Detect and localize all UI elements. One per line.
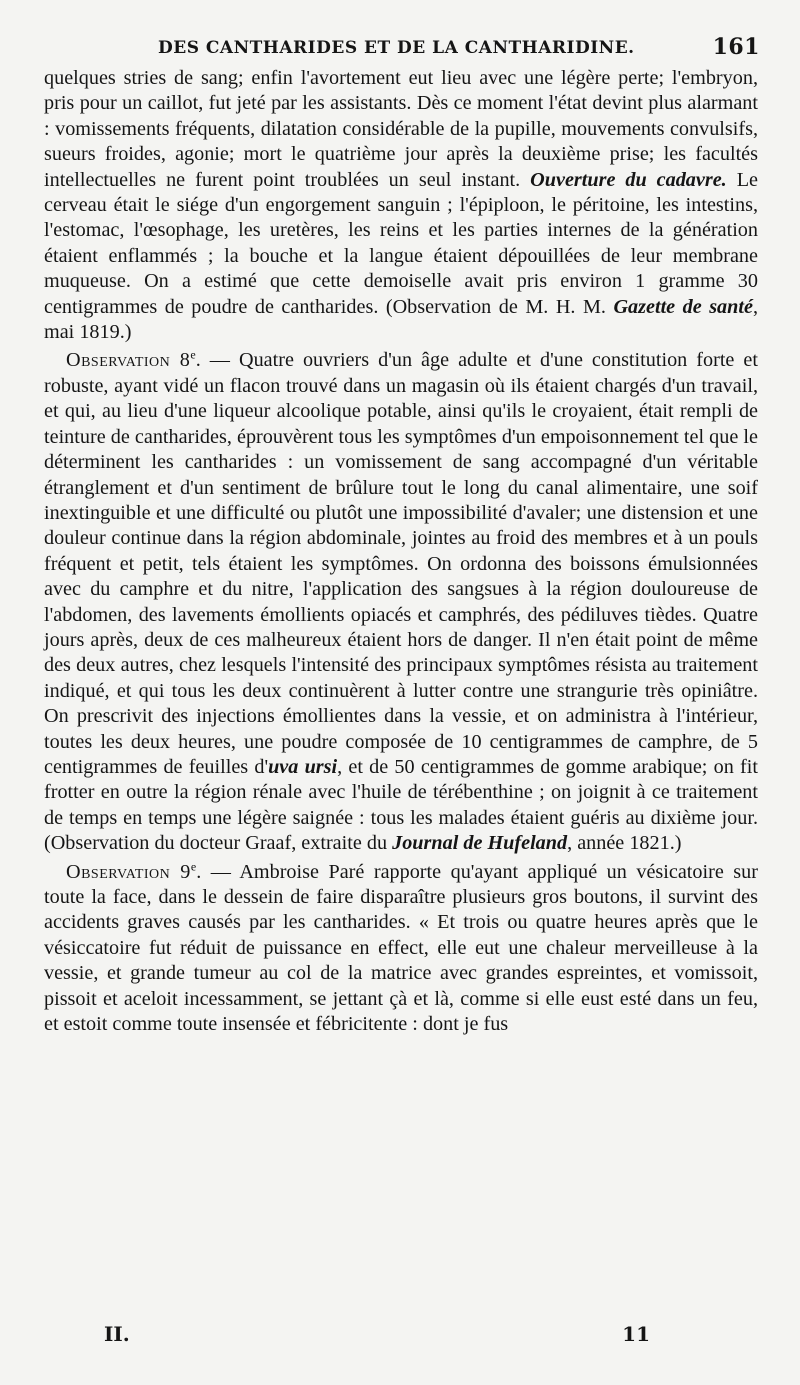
- observation-label: Observation 9: [66, 860, 191, 883]
- text-run: , et de 50 centigrammes de gomme arabique; on fit frotter en outre la région rénale avec l'huile de térébenthine ; on joignit à ce traitement de temps en temps une légère saignée : tous les malades étaient guéris au dixième jour. (Observation du docteur Graaf, extraite du: [44, 755, 758, 855]
- text-run: Le cerveau était le siége d'un engorgement sanguin ; l'épiploon, le péritoine, les intestins, l'estomac, l'œsophage, les uretères, les reins et les parties internes de la génération étaient enflammés ; la bouche et la langue étaient dépouillées de leur membrane muqueuse. On a estimé que cette demoiselle avait pris environ 1 gramme 30 centigrammes de poudre de cantharides. (Observation de M. H. M.: [44, 168, 758, 318]
- paragraph-observation-9: [44, 860, 758, 1038]
- ordinal-suffix: e: [190, 347, 196, 362]
- paragraph-observation-8: [44, 348, 758, 856]
- text-run: . — Ambroise Paré rapporte qu'ayant appliqué un vésicatoire sur toute la face, dans le dessein de faire disparaître plusieurs gros boutons, il survint des accidents graves causés par les cantharides. « Et trois ou quatre heures après que le vésiccatoire fut réduit de puissance en effect, elle eut une chaleur merveilleuse à la vessie, et grande tumeur au col de la matrice avec grandes espreintes, et vomissoit, pissoit et aceloit incessamment, se jettant çà et là, comme si elle eust esté dans un feu, et estoit comme toute insensée et fébricitente : dont je fus: [44, 860, 758, 1036]
- ordinal-suffix: e: [190, 858, 197, 873]
- italic-run: Ouverture du cadavre.: [530, 168, 727, 191]
- text-run: , année 1821.): [567, 832, 682, 855]
- page-footer: [104, 1322, 650, 1352]
- text-run: . — Quatre ouvriers d'un âge adulte et d'une constitution forte et robuste, ayant vidé un flacon trouvé dans un magasin où ils étaient chargés d'un travail, et qui, au lieu d'une liqueur alcoolique potable, ainsi qu'ils le croyaient, était rempli de teinture de cantharides, éprouvèrent tous les symptômes d'un empoisonnement tel que le déterminent les cantharides : un vomissement de sang accompagné d'un véritable étranglement et d'un sentiment de brûlure tout le long du canal alimentaire, une soif inextinguible et une difficulté ou plutôt une impossibilité d'avaler; une distension et une douleur continue dans la région abdominale, jointes au froid des membres et à un pouls fréquent et petit, tels étaient les symptômes. On ordonna des boissons émulsionnées avec du camphre et du nitre, l'application des sangsues à la région douloureuse de l'abdomen, des lavements émollients opiacés et camphrés, des pédiluves tièdes. Quatre jours après, deux de ces malheureux étaient hors de danger. Il n'en était point de même des deux autres, chez lesquels l'intensité des principaux symptômes résista au traitement indiqué, et qui tous les deux continuèrent à lutter contre une strangurie très opiniâtre. On prescrivit des injections émollientes dans la vessie, et on administra à l'intérieur, toutes les deux heures, une poudre composée de 10 centigrammes de camphre, de 5 centigrammes de feuilles d': [44, 349, 758, 778]
- signature-mark-left: II.: [104, 1322, 130, 1346]
- running-header: [40, 34, 760, 64]
- running-title: DES CANTHARIDES ET DE LA CANTHARIDINE.: [158, 38, 635, 58]
- italic-run: Gazette de santé: [613, 295, 753, 318]
- body-text: [44, 66, 758, 1037]
- text-run: quelques stries de sang; enfin l'avortement eut lieu avec une légère perte; l'embryon, pris pour un caillot, fut jeté par les assistants. Dès ce moment l'état devint plus alarmant : vomissements fréquents, dilatation considérable de la pupille, mouvements convulsifs, sueurs froides, agonie; mort le quatrième jour après la deuxième prise; les facultés intellectuelles ne furent point troublées un seul instant.: [44, 67, 758, 191]
- signature-mark-right: 11: [622, 1322, 650, 1346]
- italic-run: uva ursi: [268, 755, 338, 778]
- page-number: 161: [712, 34, 760, 60]
- italic-run: Journal de Hufeland: [392, 832, 568, 855]
- observation-label: Observation 8: [66, 349, 191, 372]
- paragraph-continuation: [44, 66, 758, 345]
- text-run: , mai 1819.): [44, 295, 758, 344]
